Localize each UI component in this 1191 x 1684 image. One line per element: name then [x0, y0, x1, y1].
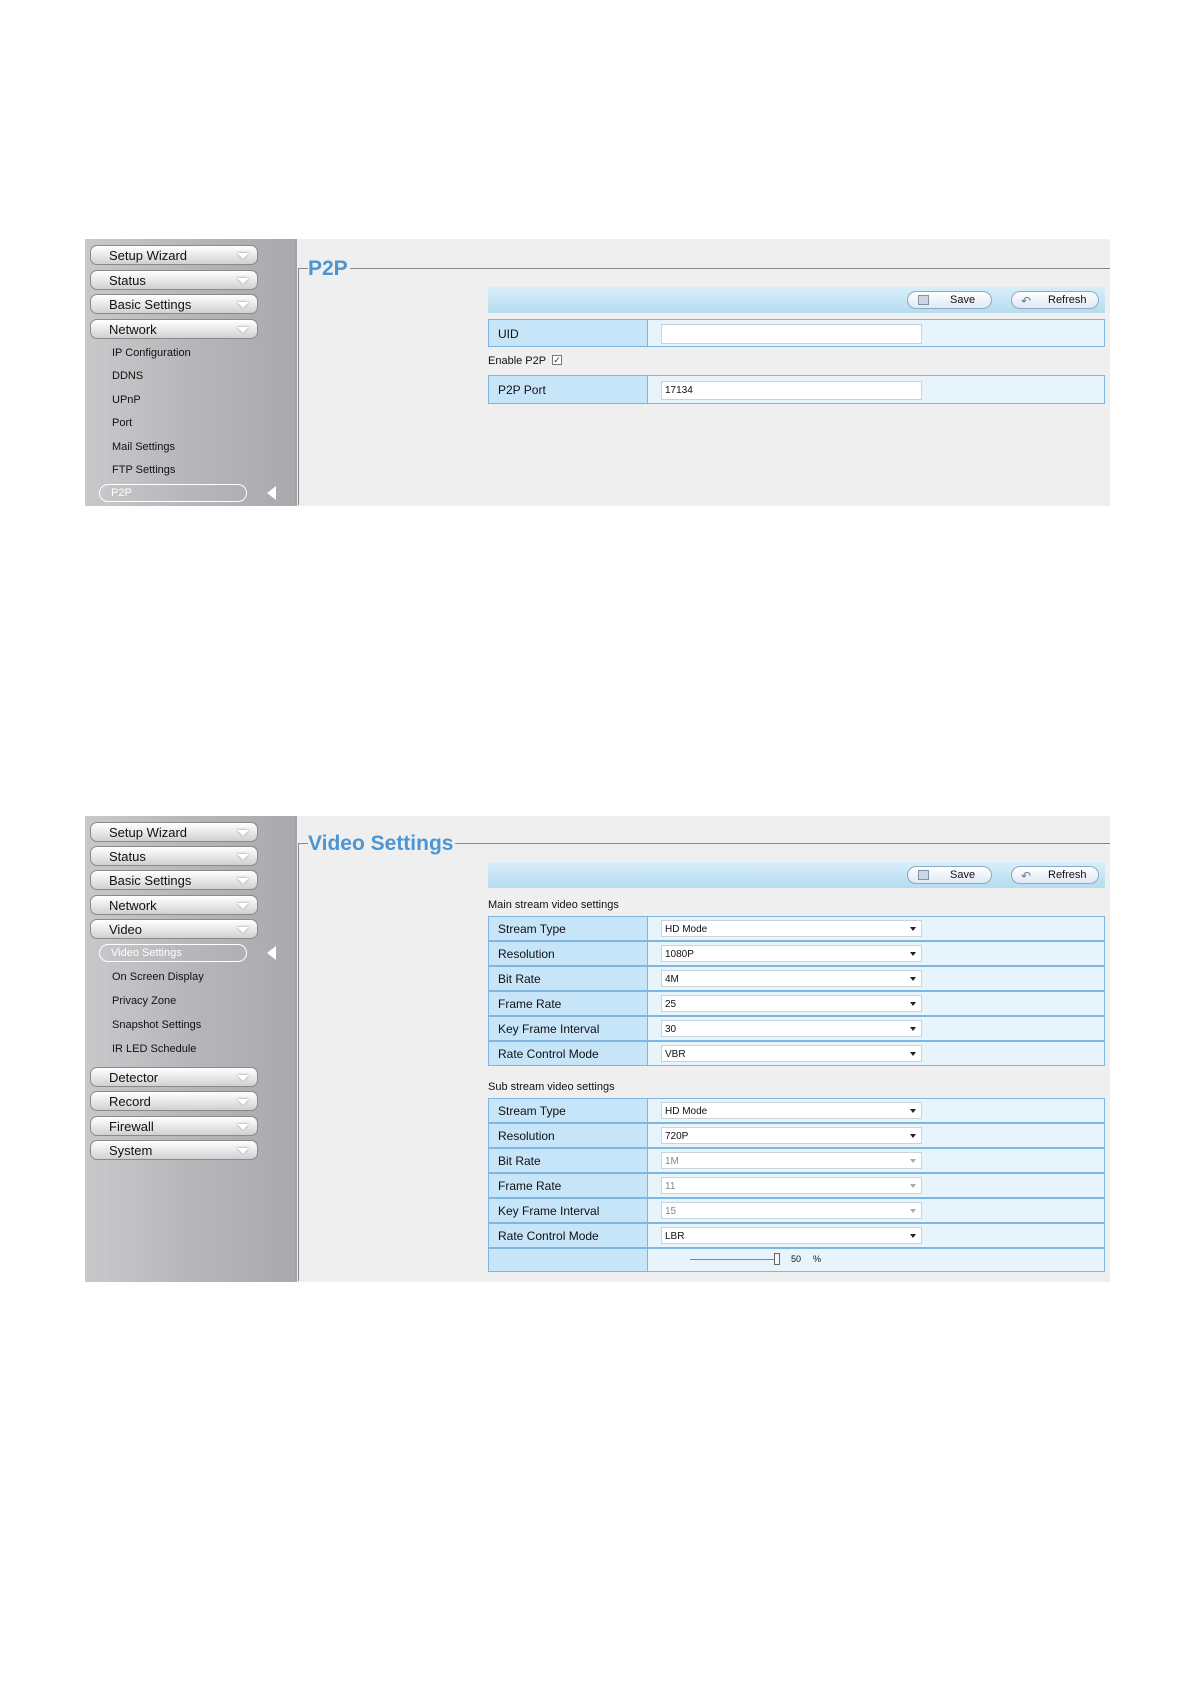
save-icon	[918, 870, 929, 880]
main-stream-heading: Main stream video settings	[488, 899, 619, 911]
menu-network[interactable]	[90, 319, 258, 339]
field-label: Stream Type	[498, 922, 566, 936]
refresh-icon: ↶	[1021, 869, 1032, 883]
quality-value: 50	[791, 1254, 802, 1264]
menu-basic-settings[interactable]	[90, 294, 258, 314]
p2p-port-field[interactable]: 17134	[661, 381, 922, 400]
chevron-down-icon	[237, 327, 249, 333]
save-label: Save	[950, 869, 976, 881]
main-key-frame-row	[488, 1016, 1105, 1041]
toolbar	[488, 862, 1105, 888]
dropdown-arrow-icon	[910, 1027, 916, 1031]
main-rate-control-row	[488, 1041, 1105, 1066]
sidebar	[85, 239, 297, 506]
menu-label: Basic Settings	[109, 297, 192, 312]
refresh-label: Refresh	[1048, 294, 1087, 306]
sidebar-item-on-screen-display[interactable]: On Screen Display	[112, 971, 204, 983]
chevron-down-icon	[237, 854, 249, 860]
menu-network[interactable]	[90, 895, 258, 915]
sub-quality-row	[488, 1248, 1105, 1272]
save-icon	[918, 295, 929, 305]
sub-key-frame-row	[488, 1198, 1105, 1223]
sidebar-item-mail-settings[interactable]: Mail Settings	[112, 441, 175, 453]
sub-stream-heading: Sub stream video settings	[488, 1081, 615, 1093]
sub-rate-control-select[interactable]	[661, 1227, 922, 1244]
sub-stream-type-row	[488, 1098, 1105, 1123]
sub-stream-type-select[interactable]	[661, 1102, 922, 1119]
sidebar-item-ir-led-schedule[interactable]: IR LED Schedule	[112, 1043, 197, 1055]
menu-label: Firewall	[109, 1119, 154, 1134]
field-label: Frame Rate	[498, 1179, 562, 1193]
field-label: Key Frame Interval	[498, 1204, 600, 1218]
sidebar-item-snapshot-settings[interactable]: Snapshot Settings	[112, 1019, 202, 1031]
field-label: Bit Rate	[498, 972, 541, 986]
main-frame-rate-row	[488, 991, 1105, 1016]
select-value: HD Mode	[665, 924, 708, 935]
main-key-frame-select[interactable]	[661, 1020, 922, 1037]
title-rule-left	[298, 843, 299, 1281]
menu-label: Status	[109, 849, 146, 864]
sidebar-item-video-settings[interactable]	[99, 944, 247, 962]
quality-slider-track	[690, 1259, 774, 1260]
dropdown-arrow-icon	[910, 1052, 916, 1056]
select-value: 25	[665, 999, 677, 1010]
pointer-arrow-icon	[267, 486, 276, 500]
save-button[interactable]	[907, 866, 992, 884]
uid-field[interactable]	[661, 324, 922, 344]
menu-label: Setup Wizard	[109, 248, 188, 263]
dropdown-arrow-icon	[910, 1109, 916, 1113]
menu-record[interactable]	[90, 1091, 258, 1111]
select-value: VBR	[665, 1049, 686, 1060]
chevron-down-icon	[237, 1124, 249, 1130]
menu-label: Network	[109, 322, 157, 337]
sub-resolution-select[interactable]	[661, 1127, 922, 1144]
field-label: Frame Rate	[498, 997, 562, 1011]
chevron-down-icon	[237, 302, 249, 308]
dropdown-arrow-icon	[910, 1184, 916, 1188]
menu-label: Setup Wizard	[109, 825, 188, 840]
select-value: 11	[665, 1181, 676, 1192]
dropdown-arrow-icon	[910, 1209, 916, 1213]
sidebar-item-privacy-zone[interactable]: Privacy Zone	[112, 995, 177, 1007]
main-stream-type-row	[488, 916, 1105, 941]
main-resolution-row	[488, 941, 1105, 966]
sidebar-item-ip-configuration[interactable]: IP Configuration	[112, 347, 191, 359]
field-label: Bit Rate	[498, 1154, 541, 1168]
save-label: Save	[950, 294, 976, 306]
sidebar-item-ddns[interactable]: DDNS	[112, 370, 144, 382]
dropdown-arrow-icon	[910, 1134, 916, 1138]
video-settings-panel	[85, 816, 1110, 1282]
main-stream-type-select[interactable]	[661, 920, 922, 937]
chevron-down-icon	[237, 830, 249, 836]
menu-label: Detector	[109, 1070, 159, 1085]
field-label: Resolution	[498, 947, 555, 961]
dropdown-arrow-icon	[910, 1002, 916, 1006]
menu-detector[interactable]	[90, 1067, 258, 1087]
menu-label: System	[109, 1143, 153, 1158]
field-label: Key Frame Interval	[498, 1022, 600, 1036]
sidebar-item-p2p[interactable]	[99, 484, 247, 502]
main-bit-rate-select[interactable]	[661, 970, 922, 987]
chevron-down-icon	[237, 878, 249, 884]
main-frame-rate-select[interactable]	[661, 995, 922, 1012]
main-rate-control-select[interactable]	[661, 1045, 922, 1062]
field-label: Rate Control Mode	[498, 1047, 599, 1061]
field-label: Rate Control Mode	[498, 1229, 599, 1243]
page-title: Video Settings	[308, 832, 454, 855]
menu-setup-wizard[interactable]	[90, 245, 258, 265]
chevron-down-icon	[237, 1099, 249, 1105]
dropdown-arrow-icon	[910, 1159, 916, 1163]
menu-firewall[interactable]	[90, 1116, 258, 1136]
sub-bit-rate-select	[661, 1152, 922, 1169]
sidebar-item-label: Video Settings	[111, 947, 182, 959]
sidebar-item-upnp[interactable]: UPnP	[112, 394, 141, 406]
sidebar-item-label: P2P	[111, 487, 132, 499]
select-value: 1080P	[665, 949, 694, 960]
quality-slider-handle[interactable]	[774, 1253, 780, 1265]
menu-label: Record	[109, 1094, 151, 1109]
sidebar	[85, 816, 297, 1282]
chevron-down-icon	[237, 1075, 249, 1081]
sub-bit-rate-row	[488, 1148, 1105, 1173]
sub-frame-rate-select	[661, 1177, 922, 1194]
select-value: LBR	[665, 1231, 685, 1242]
refresh-button[interactable]	[1011, 866, 1099, 884]
toolbar	[488, 287, 1105, 313]
menu-status[interactable]	[90, 846, 258, 866]
chevron-down-icon	[237, 253, 249, 259]
select-value: 30	[665, 1024, 677, 1035]
chevron-down-icon	[237, 927, 249, 933]
menu-video[interactable]	[90, 919, 258, 939]
field-label: Resolution	[498, 1129, 555, 1143]
sub-key-frame-select	[661, 1202, 922, 1219]
select-value: 720P	[665, 1131, 689, 1142]
menu-basic-settings[interactable]	[90, 870, 258, 890]
menu-setup-wizard[interactable]	[90, 822, 258, 842]
sub-rate-control-row	[488, 1223, 1105, 1248]
main-bit-rate-row	[488, 966, 1105, 991]
select-value: 1M	[665, 1156, 679, 1167]
sidebar-item-port[interactable]: Port	[112, 417, 133, 429]
p2p-port-label: P2P Port	[498, 383, 546, 397]
title-rule-left	[298, 268, 299, 505]
menu-label: Status	[109, 273, 146, 288]
field-label: Stream Type	[498, 1104, 566, 1118]
uid-label: UID	[498, 327, 519, 341]
p2p-port-row	[488, 375, 1105, 404]
dropdown-arrow-icon	[910, 952, 916, 956]
menu-label: Basic Settings	[109, 873, 192, 888]
menu-label: Video	[109, 922, 143, 937]
select-value: 4M	[665, 974, 679, 985]
quality-unit: %	[813, 1254, 822, 1264]
page-title: P2P	[308, 257, 348, 280]
enable-p2p-label: Enable P2P	[488, 355, 547, 367]
dropdown-arrow-icon	[910, 977, 916, 981]
menu-system[interactable]	[90, 1140, 258, 1160]
chevron-down-icon	[237, 1148, 249, 1154]
dropdown-arrow-icon	[910, 927, 916, 931]
title-rule	[298, 268, 1110, 269]
pointer-arrow-icon	[267, 946, 276, 960]
enable-p2p-checkbox[interactable]: ✓	[553, 355, 561, 365]
chevron-down-icon	[237, 278, 249, 284]
save-button[interactable]	[907, 291, 992, 309]
menu-label: Network	[109, 898, 157, 913]
dropdown-arrow-icon	[910, 1234, 916, 1238]
refresh-button[interactable]	[1011, 291, 1099, 309]
menu-status[interactable]	[90, 270, 258, 290]
sub-frame-rate-row	[488, 1173, 1105, 1198]
sub-resolution-row	[488, 1123, 1105, 1148]
select-value: HD Mode	[665, 1106, 708, 1117]
p2p-panel	[85, 239, 1110, 506]
uid-row	[488, 319, 1105, 347]
refresh-label: Refresh	[1048, 869, 1087, 881]
chevron-down-icon	[237, 903, 249, 909]
main-resolution-select[interactable]	[661, 945, 922, 962]
refresh-icon: ↶	[1021, 294, 1032, 308]
sidebar-item-ftp-settings[interactable]: FTP Settings	[112, 464, 176, 476]
select-value: 15	[665, 1206, 677, 1217]
